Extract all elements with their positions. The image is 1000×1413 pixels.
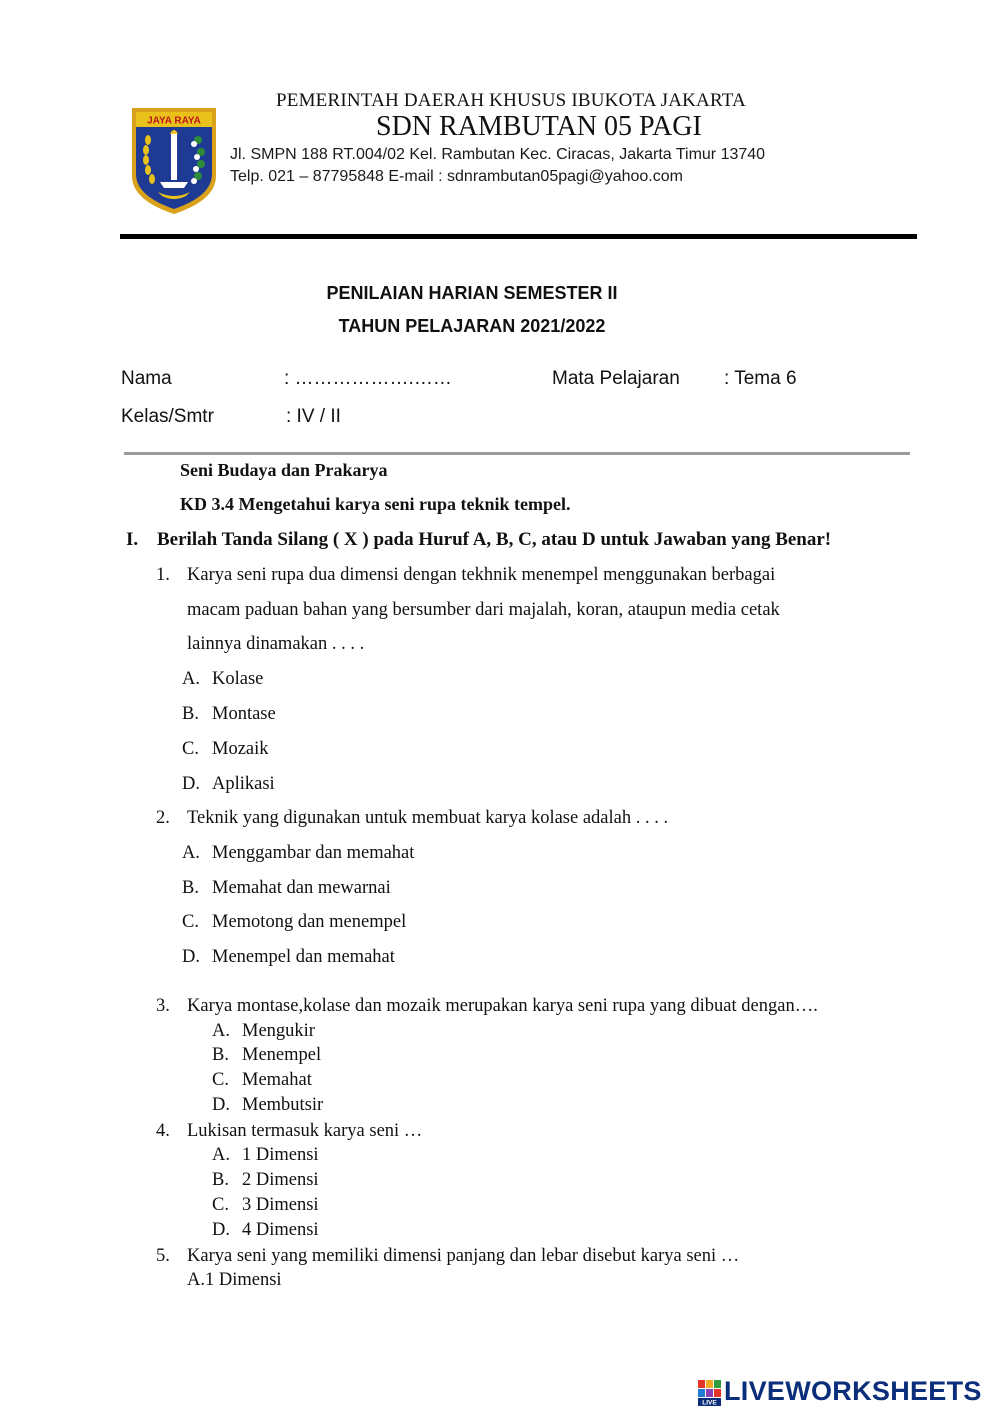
- option-text[interactable]: Memahat: [242, 1070, 312, 1090]
- option-letter[interactable]: A.: [212, 1021, 230, 1041]
- option-letter[interactable]: B.: [212, 1045, 229, 1065]
- option-text[interactable]: Kolase: [212, 669, 264, 689]
- watermark-text: LIVEWORKSHEETS: [724, 1376, 982, 1406]
- option-text[interactable]: Mengukir: [242, 1021, 315, 1041]
- instructions: Berilah Tanda Silang ( X ) pada Huruf A, B, C, atau D untuk Jawaban yang Benar!: [157, 529, 832, 550]
- option-letter[interactable]: C.: [212, 1070, 229, 1090]
- class-label: Kelas/Smtr: [121, 406, 214, 427]
- subject-label: Mata Pelajaran: [552, 368, 680, 389]
- question-number: 4.: [156, 1121, 170, 1141]
- option-text[interactable]: Mozaik: [212, 739, 269, 759]
- option-letter[interactable]: B.: [212, 1170, 229, 1190]
- school-address: Jl. SMPN 188 RT.004/02 Kel. Rambutan Kec. Ciracas, Jakarta Timur 13740: [230, 146, 766, 163]
- option-letter[interactable]: D.: [182, 774, 200, 794]
- question-text: Karya seni rupa dua dimensi dengan tekhnik menempel menggunakan berbagai: [187, 565, 776, 585]
- option-text[interactable]: Memahat dan mewarnai: [212, 878, 391, 898]
- option-text[interactable]: Membutsir: [242, 1095, 324, 1115]
- question-text: macam paduan bahan yang bersumber dari majalah, koran, ataupun media cetak: [187, 600, 780, 620]
- option-letter[interactable]: C.: [182, 739, 199, 759]
- question-text: lainnya dinamakan . . . .: [187, 634, 365, 654]
- option-letter[interactable]: B.: [182, 878, 199, 898]
- option-letter[interactable]: A.: [182, 843, 200, 863]
- option-text[interactable]: Aplikasi: [212, 774, 275, 794]
- watermark-badge-text: LIVE: [702, 1399, 717, 1407]
- name-field[interactable]: : ……………….……: [284, 368, 452, 389]
- logo-banner-text: JAYA RAYA: [147, 115, 201, 127]
- option-text[interactable]: Menempel dan memahat: [212, 947, 395, 967]
- option-letter[interactable]: A.: [182, 669, 200, 689]
- option-letter[interactable]: B.: [182, 704, 199, 724]
- question-number: 5.: [156, 1246, 170, 1266]
- option-letter[interactable]: C.: [182, 912, 199, 932]
- option-text[interactable]: 3 Dimensi: [242, 1195, 319, 1215]
- option-letter[interactable]: A.: [187, 1270, 205, 1290]
- government-name: PEMERINTAH DAERAH KHUSUS IBUKOTA JAKARTA: [276, 90, 746, 111]
- question-text: Teknik yang digunakan untuk membuat karya kolase adalah . . . .: [187, 808, 669, 828]
- option-text[interactable]: 2 Dimensi: [242, 1170, 319, 1190]
- option-text[interactable]: 1 Dimensi: [205, 1270, 282, 1290]
- option-text[interactable]: Montase: [212, 704, 276, 724]
- question-number: 1.: [156, 565, 170, 585]
- option-letter[interactable]: D.: [182, 947, 200, 967]
- question-text: Karya seni yang memiliki dimensi panjang dan lebar disebut karya seni …: [187, 1246, 740, 1266]
- option-letter[interactable]: D.: [212, 1095, 230, 1115]
- name-label: Nama: [121, 368, 172, 389]
- option-letter[interactable]: D.: [212, 1220, 230, 1240]
- question-text: Lukisan termasuk karya seni …: [187, 1121, 423, 1141]
- question-number: 2.: [156, 808, 170, 828]
- option-text[interactable]: Menggambar dan memahat: [212, 843, 415, 863]
- header-divider: [120, 234, 917, 239]
- option-letter[interactable]: A.: [212, 1145, 230, 1165]
- jaya-raya-emblem-logo: [128, 104, 220, 216]
- academic-year: TAHUN PELAJARAN 2021/2022: [338, 316, 606, 336]
- option-text[interactable]: 4 Dimensi: [242, 1220, 319, 1240]
- question-number: 3.: [156, 996, 170, 1016]
- option-letter[interactable]: C.: [212, 1195, 229, 1215]
- class-value: : IV / II: [286, 406, 341, 427]
- question-text: Karya montase,kolase dan mozaik merupakan karya seni rupa yang dibuat dengan….: [187, 996, 818, 1016]
- liveworksheets-badge-icon: [697, 1378, 723, 1408]
- school-contact: Telp. 021 – 87795848 E-mail : sdnrambutan05pagi@yahoo.com: [230, 168, 683, 185]
- section-number: I.: [126, 529, 139, 550]
- school-name: SDN RAMBUTAN 05 PAGI: [376, 111, 702, 142]
- kd-heading: KD 3.4 Mengetahui karya seni rupa teknik tempel.: [180, 494, 571, 514]
- exam-title: PENILAIAN HARIAN SEMESTER II: [326, 283, 618, 303]
- info-divider: [124, 452, 910, 455]
- option-text[interactable]: Memotong dan menempel: [212, 912, 407, 932]
- option-text[interactable]: Menempel: [242, 1045, 322, 1065]
- subject-value: : Tema 6: [724, 368, 797, 389]
- subject-heading: Seni Budaya dan Prakarya: [180, 460, 388, 480]
- option-text[interactable]: 1 Dimensi: [242, 1145, 319, 1165]
